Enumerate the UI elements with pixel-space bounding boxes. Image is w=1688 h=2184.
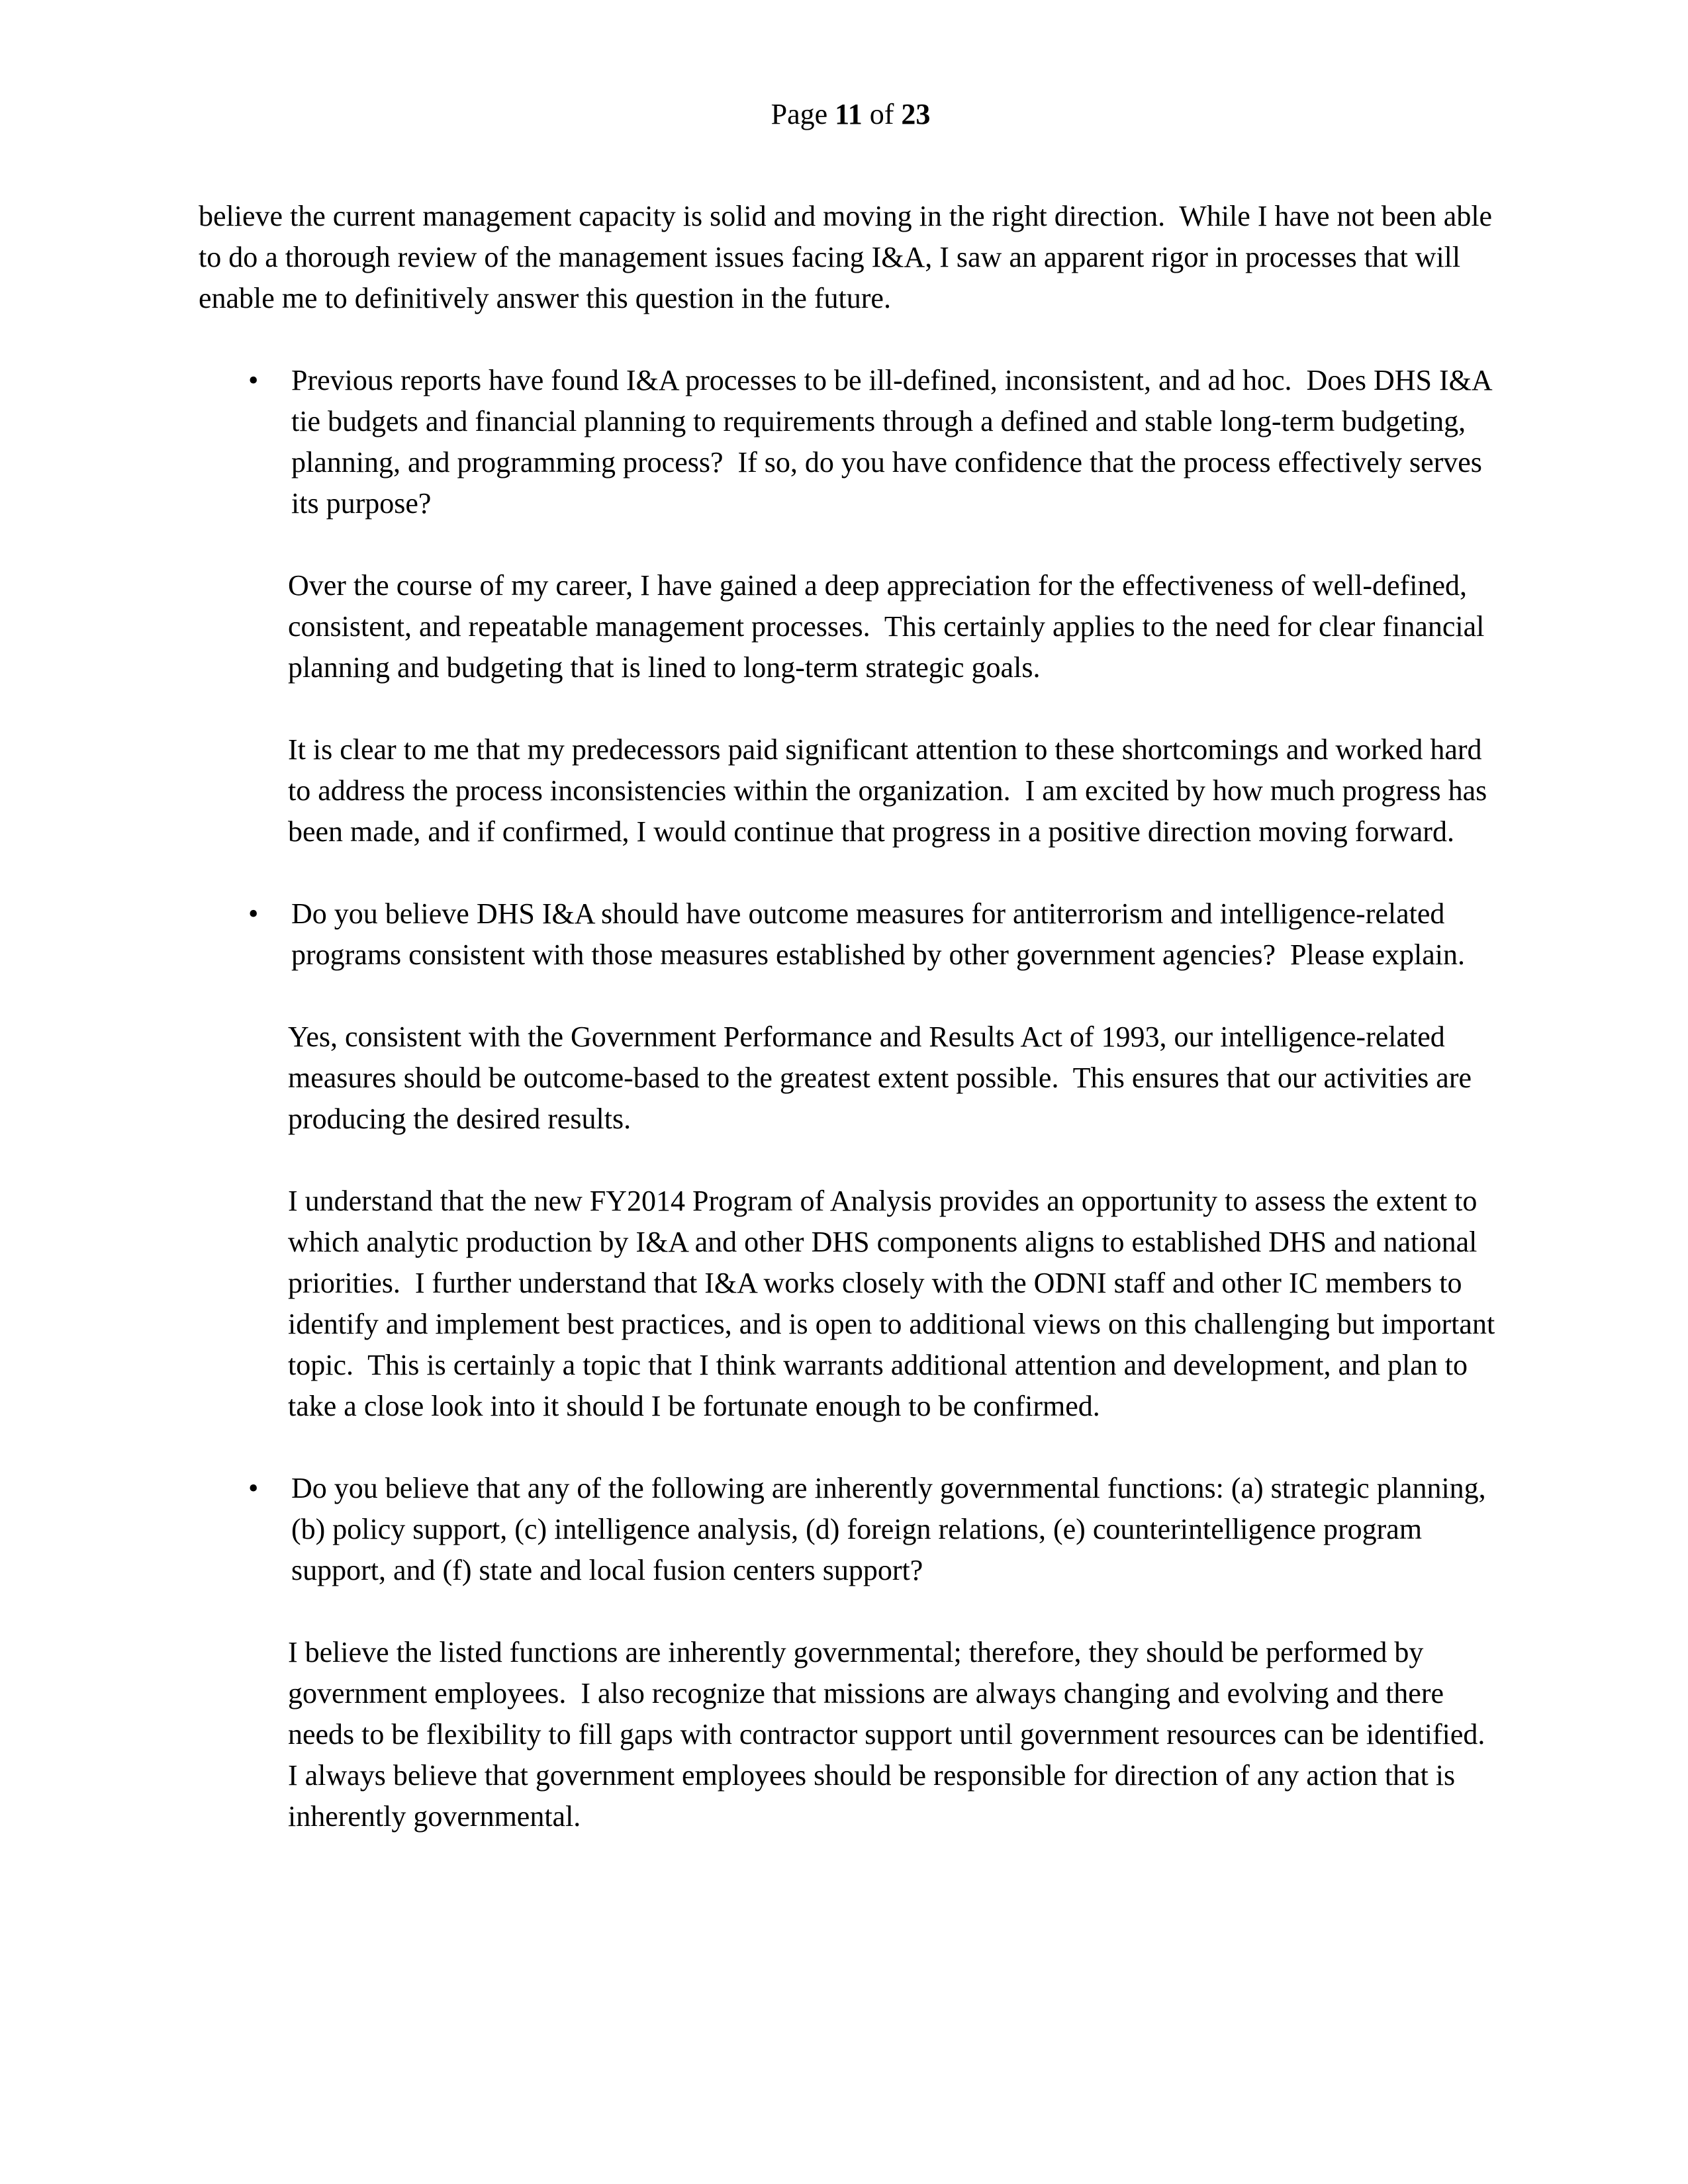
body-paragraph: believe the current management capacity is solid and moving in the right direction. While I have not been able to do a thorough review of the management issues facing I&A, I saw an apparent rigor in processes that will enable me to definitively answer this question in the future. [199, 200, 1500, 314]
page-number-header [199, 94, 1503, 135]
bullet-icon: • [248, 364, 259, 396]
answer-paragraph: I understand that the new FY2014 Program of Analysis provides an opportunity to assess the extent to which analytic production by I&A and other DHS components aligns to established DHS and national priorities. I further understand that I&A works closely with the ODNI staff and other IC members to identify and implement best practices, and is open to additional views on this challenging but important topic. This is certainly a topic that I think warrants additional attention and development, and plan to take a close look into it should I be fortunate enough to be confirmed. [288, 1185, 1503, 1422]
answer-paragraph: Yes, consistent with the Government Performance and Results Act of 1993, our intelligence-related measures should be outcome-based to the greatest extent possible. This ensures that our activities are producing the desired results. [288, 1021, 1479, 1135]
document-body [199, 196, 1503, 1837]
page-number-total: 23 [901, 98, 931, 130]
answer-paragraph: I believe the listed functions are inherently governmental; therefore, they should be performed by government employees. I also recognize that missions are always changing and evolving and there needs to be flexibility to fill gaps with contractor support until government resources can be identified. I always believe that government employees should be responsible for direction of any action that is inherently governmental. [288, 1636, 1500, 1833]
question-text: Do you believe that any of the following are inherently governmental functions: (a) strategic planning, (b) policy support, (c) intelligence analysis, (d) foreign relations, (e) counterintelligence program support, and (f) state and local fusion centers support? [291, 1472, 1493, 1586]
bullet-icon: • [248, 897, 259, 930]
bullet-icon: • [248, 1472, 259, 1504]
question-bullet-item [199, 1468, 1503, 1591]
page-number-prefix: Page [771, 98, 835, 130]
page-number-infix: of [862, 98, 902, 130]
question-text: Previous reports have found I&A processes to be ill-defined, inconsistent, and ad hoc. Does DHS I&A tie budgets and financial planning to requirements through a defined and stable long-term budgeting, planning, and programming process? If so, do you have confidence that the process effectively serves its purpose? [291, 364, 1499, 520]
question-bullet-item [199, 360, 1503, 524]
page-number-current: 11 [835, 98, 863, 130]
question-text: Do you believe DHS I&A should have outcome measures for antiterrorism and intelligence-related programs consistent with those measures established by other government agencies? Please explain. [291, 897, 1465, 971]
answer-paragraph: Over the course of my career, I have gained a deep appreciation for the effectiveness of well-defined, consistent, and repeatable management processes. This certainly applies to the need for clear financial planning and budgeting that is lined to long-term strategic goals. [288, 569, 1492, 684]
question-bullet-item [199, 893, 1503, 976]
answer-paragraph: It is clear to me that my predecessors paid significant attention to these shortcomings and worked hard to address the process inconsistencies within the organization. I am excited by how much progress has been made, and if confirmed, I would continue that progress in a positive direction moving forward. [288, 733, 1495, 848]
